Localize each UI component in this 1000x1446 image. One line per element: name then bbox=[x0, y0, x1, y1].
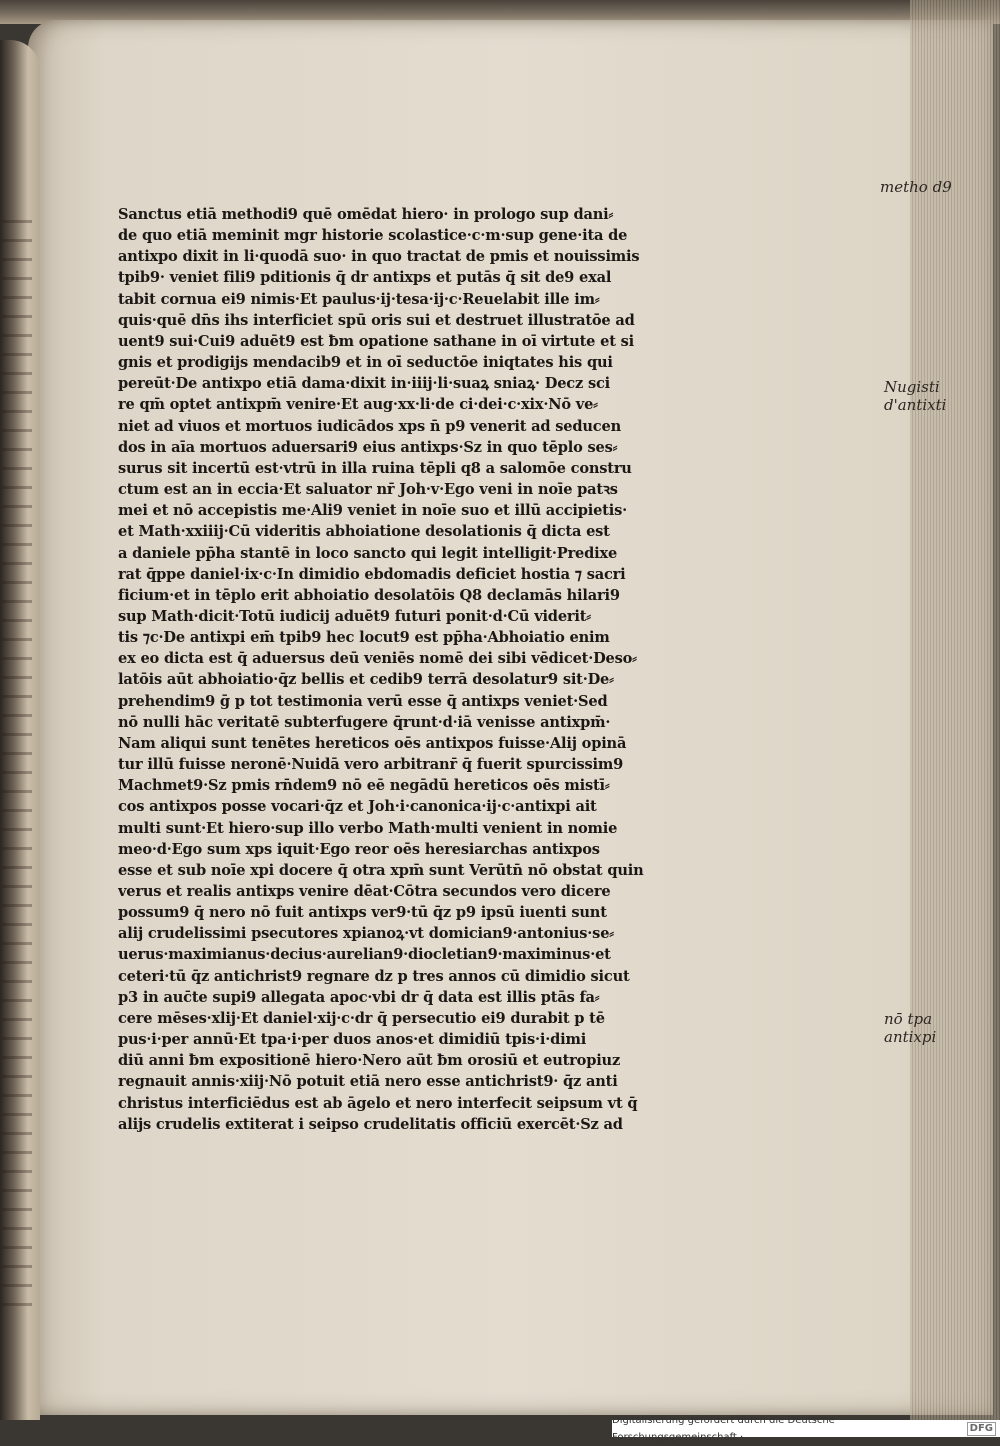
text-line: tpib9· veniet fili9 pditionis q̄ dr antixps et putās q̄ sit de9 exal bbox=[118, 269, 612, 287]
text-line: cere mēses·xlij·Et daniel·xij·c·dr q̄ persecutio ei9 durabit p tē bbox=[118, 1009, 605, 1027]
text-line: quis·quē dn̄s ihs interficiet spū oris sui et destruet illustratōe ad bbox=[118, 311, 635, 329]
text-line: ex eo dicta est q̄ aduersus deū veniēs nomē dei sibi vēdicet·Deso⸗ bbox=[118, 650, 637, 668]
marginal-note-augustinus bbox=[884, 378, 946, 414]
text-line: antixpo dixit in li·quodā suo· in quo tractat de pmis et nouissimis bbox=[118, 248, 640, 266]
text-line: pus·i·per annū·Et tpa·i·per duos anos·et dimidiū tpis·i·dimi bbox=[118, 1031, 587, 1049]
text-line: ceteri·tū q̄z antichrist9 regnare dz p tres annos cū dimidio sicut bbox=[118, 967, 630, 985]
marginal-note-methodius bbox=[880, 178, 952, 196]
text-line: tis ⁊c·De antixpi em̄ tpib9 hec locut9 est pp̄ha·Abhoiatio enim bbox=[118, 629, 610, 647]
text-line: uerus·maximianus·decius·aurelian9·diocletian9·maximinus·et bbox=[118, 946, 611, 964]
text-line: Sanctus etiā methodi9 quē omēdat hiero· in prologo sup dani⸗ bbox=[118, 206, 614, 223]
marginal-note-line: d'antixti bbox=[884, 396, 947, 414]
text-line: nō nulli hāc veritatē subterfugere q̄runt·d·iā venisse antixpm̄· bbox=[118, 713, 611, 731]
text-line: esse et sub noīe xpi docere q̄ otra xpm̄ sunt Verūtn̄ nō obstat quin bbox=[118, 861, 644, 879]
text-line: tur illū fuisse neronē·Nuidā vero arbitranr̄ q̄ fuerit spurcissim9 bbox=[118, 756, 624, 774]
left-page-edge bbox=[0, 40, 40, 1420]
text-line: dos in aīa mortuos aduersari9 eius antixps·Sz in quo tēplo ses⸗ bbox=[118, 438, 618, 456]
printed-text-block bbox=[118, 204, 718, 1135]
text-line: mei et nō accepistis me·Ali9 veniet in noīe suo et illū accipietis· bbox=[118, 502, 627, 520]
text-line: pereūt·De antixpo etiā dama·dixit in·iiij·li·suaꝝ sniaꝝ· Decz sci bbox=[118, 375, 611, 393]
page-stack-edges bbox=[910, 0, 1000, 1437]
text-line: p3 in auc̄te supi9 allegata apoc·vbi dr q̄ data est illis ptās fa⸗ bbox=[118, 988, 600, 1006]
text-line: ctum est an in eccia·Et saluator nr̄ Joh·v·Ego veni in noīe patꝛs bbox=[118, 481, 618, 499]
text-line: alij crudelissimi psecutores xpianoꝝ·vt domician9·antonius·se⸗ bbox=[118, 925, 614, 943]
text-line: Machmet9·Sz pmis rn̄dem9 nō eē negādū hereticos oēs mistī⸗ bbox=[118, 777, 610, 795]
text-line: ficium·et in tēplo erit abhoiatio desolatōis Q8 declamās hilari9 bbox=[118, 586, 620, 604]
text-line: regnauit annis·xiij·Nō potuit etiā nero esse antichrist9· q̄z anti bbox=[118, 1073, 618, 1091]
dfg-footer bbox=[612, 1414, 1000, 1443]
text-line: tabit cornua ei9 nimis·Et paulus·ij·tesa·ij·c·Reuelabit ille im⸗ bbox=[118, 290, 600, 308]
marginal-note-line: antixpi bbox=[884, 1028, 937, 1046]
text-line: latōis aūt abhoiatio·q̄z bellis et cedib9 terrā desolatur9 sit·De⸗ bbox=[118, 671, 614, 689]
text-line: alijs crudelis extiterat i seipso crudelitatis officiū exercēt·Sz ad bbox=[118, 1115, 623, 1133]
text-line: diū anni ƀm expositionē hiero·Nero aūt ƀm orosiū et eutropiuz bbox=[118, 1052, 621, 1070]
text-line: re qm̄ optet antixpm̄ venire·Et aug·xx·li·de ci·dei·c·xix·Nō ve⸗ bbox=[118, 396, 598, 414]
text-line: christus interficiēdus est ab āgelo et nero interfecit seipsum vt q̄ bbox=[118, 1094, 638, 1112]
text-line: sup Math·dicit·Totū iudicij aduēt9 futuri ponit·d·Cū viderit⸗ bbox=[118, 607, 591, 625]
text-line: multi sunt·Et hiero·sup illo verbo Math·multi venient in nomie bbox=[118, 819, 618, 837]
text-line: surus sit incertū est·vtrū in illa ruina tēpli q8 a salomōe constru bbox=[118, 459, 632, 477]
text-line: prehendim9 ḡ p tot testimonia verū esse q̄ antixps veniet·Sed bbox=[118, 692, 608, 710]
text-line: verus et realis antixps venire dēat·Cōtra secundos vero dicere bbox=[118, 883, 611, 900]
text-line: Nam aliqui sunt tenētes hereticos oēs antixpos fuisse·Alij opinā bbox=[118, 734, 627, 752]
footer-text: Digitalisierung gefördert durch die Deutsche Forschungsgemeinschaft · bbox=[612, 1414, 835, 1443]
marginal-note-tempora bbox=[884, 1010, 936, 1046]
marginal-note-text: metho d9 bbox=[880, 178, 952, 196]
text-line: gnis et prodigijs mendacib9 et in oī seductōe iniqtates his qui bbox=[118, 354, 613, 372]
text-line: et Math·xxiiij·Cū videritis abhoiatione desolationis q̄ dicta est bbox=[118, 523, 610, 541]
marginal-note-line: nō tpa bbox=[884, 1010, 933, 1028]
text-line: a daniele pp̄ha stantē in loco sancto qui legit intelligit·Predixe bbox=[118, 544, 618, 562]
text-line: meo·d·Ego sum xps iquit·Ego reor oēs heresiarchas antixpos bbox=[118, 840, 600, 858]
text-line: rat q̄ppe daniel·ix·c·In dimidio ebdomadis deficiet hostia ⁊ sacri bbox=[118, 565, 626, 583]
text-line: de quo etiā meminit mgr historie scolastice·c·m·sup gene·ita de bbox=[118, 227, 628, 245]
text-line: uent9 sui·Cui9 aduēt9 est ƀm opatione sathane in oī virtute et si bbox=[118, 332, 634, 350]
marginal-note-line: Nugisti bbox=[884, 378, 940, 396]
text-line: cos antixpos posse vocari·q̄z et Joh·i·canonica·ij·c·antixpi ait bbox=[118, 798, 597, 816]
text-line: niet ad viuos et mortuos iudicādos xps n̄ p9 venerit ad seducen bbox=[118, 417, 621, 435]
left-page-text-bleed bbox=[2, 220, 32, 1320]
text-line: possum9 q̄ nero nō fuit antixps ver9·tū q̄z p9 ipsū iuenti sunt bbox=[118, 904, 607, 922]
dfg-logo: DFG bbox=[967, 1422, 996, 1436]
